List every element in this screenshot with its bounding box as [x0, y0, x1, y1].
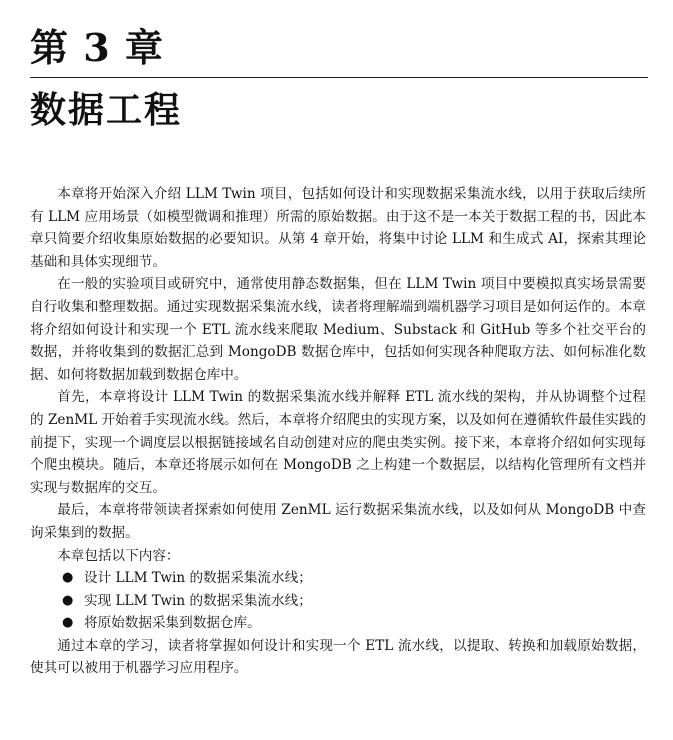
pipeline-design-paragraph: 首先，本章将设计 LLM Twin 的数据采集流水线并解释 ETL 流水线的架构，并从协调整个过程的 ZenML 开始着手实现流水线。然后，本章将介绍爬虫的实现方案，以及如何在遵循软件最佳实践的前提下，实现一个调度层以根据链接域名自动创建对应的爬虫类实例。接下来，本章将介绍如何实现每个爬虫模块。随后，本章还将展示如何在 MongoDB 之上构建一个数据层，以结构化管理所有文档并实现与数据库的交互。	[30, 389, 646, 496]
chapter-title: 数据工程	[30, 90, 183, 131]
closing-paragraph: 通过本章的学习，读者将掌握如何设计和实现一个 ETL 流水线，以提取、转换和加载原始数据，使其可以被用于机器学习应用程序。	[30, 637, 646, 677]
contents-list	[30, 567, 646, 635]
bullet-icon: ●	[62, 592, 74, 608]
bullet-icon: ●	[62, 570, 74, 586]
zenml-run-paragraph: 最后，本章将带领读者探索如何使用 ZenML 运行数据采集流水线，以及如何从 MongoDB 中查询采集到的数据。	[30, 502, 646, 541]
list-item	[30, 612, 646, 635]
etl-overview-paragraph: 在一般的实验项目或研究中，通常使用静态数据集，但在 LLM Twin 项目中要模拟真实场景需要自行收集和整理数据。通过实现数据采集流水线，读者将理解端到端机器学习项目是如何运作的。本章将介绍如何设计和实现一个 ETL 流水线来爬取 Medium、Substack 和 GitHub 等多个社交平台的数据，并将收集到的数据汇总到 MongoDB 数据仓库中，包括如何实现各种爬取方法、如何标准化数据、如何将数据加载到数据仓库中。	[30, 276, 646, 383]
list-item-text: 将原始数据采集到数据仓库。	[84, 615, 261, 632]
list-item-text: 实现 LLM Twin 的数据采集流水线；	[84, 592, 312, 609]
intro-paragraph: 本章将开始深入介绍 LLM Twin 项目，包括如何设计和实现数据采集流水线，以用于获取后续所有 LLM 应用场景（如模型微调和推理）所需的原始数据。由于这不是一本关于数据工程的书，因此本章只简要介绍收集原始数据的必要知识。从第 4 章开始，将集中讨论 LLM 和生成式 AI，探索其理论基础和具体实现细节。	[30, 186, 646, 270]
list-item-text: 设计 LLM Twin 的数据采集流水线；	[84, 570, 312, 587]
chapter-label: 第 3 章	[30, 25, 164, 70]
list-item	[30, 567, 646, 590]
bullet-icon: ●	[62, 615, 74, 631]
contents-intro-paragraph: 本章包括以下内容：	[57, 547, 180, 564]
list-item	[30, 590, 646, 613]
chapter-divider	[30, 77, 648, 78]
chapter-body	[30, 183, 646, 680]
